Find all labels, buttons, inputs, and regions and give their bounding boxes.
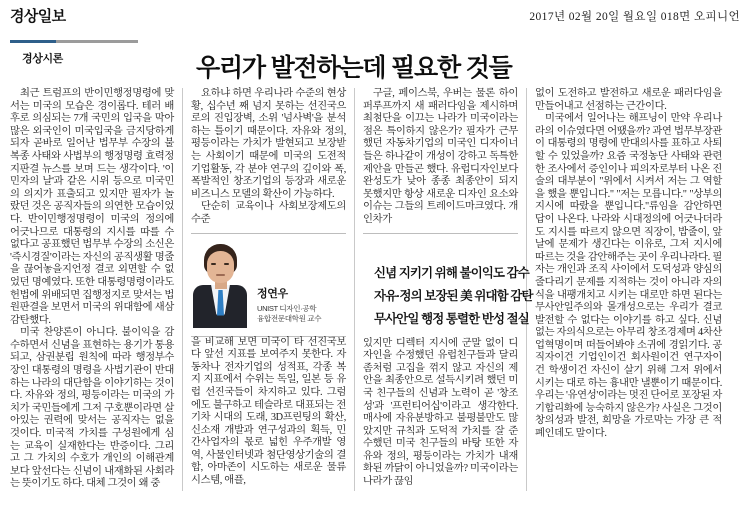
pullquote-line-2: 자유·정의 보장된 美 위대함 감탄 bbox=[374, 289, 533, 303]
pullquote-line-1: 신념 지키기 위해 불이익도 감수 bbox=[374, 266, 529, 280]
article-header bbox=[10, 30, 740, 80]
page-title: 우리가 발전하는데 필요한 것들 bbox=[196, 53, 512, 82]
pullquote bbox=[374, 262, 558, 331]
avatar bbox=[191, 240, 249, 328]
paragraph: 요하냐 하면 우리나라 수준의 현상황, 십수년 째 넘지 못하는 선진국으로의 진입장벽, 소위 '넘사벽'을 분석하는 틀이기 때문이다. 자유와 정의, 평등이라는 가치가 발현되고 보장받는 사회이기 때문에 미국의 도전적 기업활동, 각 분야 연구의 깊이와 폭, 폭발적인 창조기업의 등장과 새로운 비즈니스 모델의 확산이 가능하다. bbox=[191, 88, 346, 200]
paragraph: 을 비교해 보면 미국이 타 선진국보다 앞선 지표를 보여주지 못한다. 자동차나 전자기업의 성적표, 각종 복지 지표에서 수위는 독일, 일본 등 유럽 선진국들이 차지하고 있다. 그럼에도 불구하고 테슬라로 대표되는 전기차 시대의 도래, 3D프린팅의 확산, 신소재 개발과 연구성과의 획득, 민간사업자의 몫로 넓힌 우주개발 영역, 사물인터넷과 첨단영상기술의 결합, 아마존이 시도하는 새로운 물류 시스템, 애플, bbox=[191, 336, 346, 487]
issue-date-line: 2017년 02월 20일 월요일 018면 오피니언 bbox=[529, 11, 740, 23]
section-rule-divider bbox=[10, 40, 138, 43]
paragraph: 구글, 페이스북, 우버는 물론 하이퍼루프까지 새 패러다임을 제시하며 최첨단을 이끄는 나라가 미국이라는 점은 특이하지 않은가? 필자가 근무했던 자동차기업의 미국인 디자이너들은 하나같이 개성이 강하고 독특한 제안을 만들곤 했다. 유럽디자인보다 완성도가 낮아 종종 최종안이 되지 못했지만 항상 새로운 디자인 요소와 이슈는 그들의 트레이드마크였다. 개인차가 bbox=[363, 88, 518, 225]
paragraph: 최근 트럼프의 반이민행정명령에 맞서는 미국의 모습은 경이롭다. 테러 배후로 의심되는 7개 국민의 입국을 막아 많은 외국인이 미국입국을 금지당하게 되자 곧바로 일어난 법무부 수장의 불복종 사태와 사법부의 행정명령 효력정지판결 뉴스를 보며 드는 생각이다. '이민자의 날'과 같은 시위 등으로 미국민의 의지가 표출되고 있지만 필자가 놀랐던 것은 공직자들의 의연한 모습이었다. 반이민행정명령이 미국의 정의에 어긋나므로 대통령의 지시를 따를 수 없다고 공표했던 법무부 수장의 소신은 '즉시경질'이라는 자신의 공직생활 명줄을 끊어놓을지언정 결코 외면할 수 없었던 명예였다. 또한 대통령명령이라도 헌법에 위배되면 집행정지로 맞서는 법원판결을 보면서 미국의 위대함에 새삼 감탄했다. bbox=[10, 88, 174, 326]
portrait-face bbox=[207, 251, 234, 283]
article-column-1 bbox=[10, 88, 182, 491]
section-label: 경상시론 bbox=[22, 53, 63, 65]
author-affiliation-line-1: UNIST 디자인·공학 bbox=[257, 303, 317, 313]
author-byline-box bbox=[191, 233, 346, 337]
portrait-mouth bbox=[216, 274, 225, 276]
author-name: 정연우 bbox=[257, 287, 288, 300]
newspaper-title: 경상일보 bbox=[10, 8, 66, 25]
author-affiliation-line-2: 융합전문대학원 교수 bbox=[257, 313, 322, 323]
portrait-eye-right bbox=[224, 263, 229, 265]
paragraph: 미국 찬양론이 아니다. 불이익을 감수하면서 신념을 표현하는 용기가 통용되고, 삼권분립 원칙에 따라 행정부수장인 대통령의 명령을 사법기관이 반대하는 나라의 대단함을 이야기하는 것이다. 자유와 정의, 평등이라는 미국의 가치가 국민들에게 그저 구호뿐이라면 살아있는 권력에 맞서는 공직자는 없을 것이다. 미국적 가치를 구성원에게 심는 교육이 실재한다는 반증이다. 그리고 그 가치의 수호가 개인의 이해관계보다 앞선다는 신념이 내재화된 사회라는 뜻이기도 하다. 대체 그것이 왜 중 bbox=[10, 327, 174, 490]
paragraph: 없이 도전하고 발전하고 새로운 패러다임을 만들어내고 선점하는 근간이다. bbox=[535, 88, 722, 112]
author-info bbox=[257, 285, 321, 328]
portrait-eye-left bbox=[211, 263, 216, 265]
paragraph: 단순히 교육이나 사회보장제도의 수준 bbox=[191, 201, 346, 225]
article-column-2 bbox=[182, 88, 354, 491]
paragraph: 미국에서 일어나는 해프닝이 만약 우리나라의 이슈였다면 어땠을까? 과연 법무부장관이 대통령의 명령에 반대의사를 표하고 사퇴할 수 있었을까? 요즘 국정농단 사태와 관련한 조사에서 증인이나 피의자로부터 나온 진술의 대부분이 "위에서 시켜서 저는 그 역할을 했을 뿐입니다." "저는 모릅니다." "상부의 지시에 따랐을 뿐입니다."류임을 감안하면 답이 나온다. 나라와 시대정의에 어긋나더라도 지시를 따르지 않으면 직장이, 밥줄이, 앞날에 문제가 생긴다는 이유로, 그저 지시에 따르는 것을 감안해주는 곳이 우리나라다. 필자는 개인과 조직 사이에서 도덕성과 양심의 줄다리기 문제를 지적하는 것이 아니라 자의식을 내팽개치고 시키는 대로만 하면 된다는 무사안일주의와 몰개성으로는 우리가 결코 발전할 수 없다는 이야기를 하고 싶다. 신념없는 자의식으로는 아무리 창조경제며 4차산업혁명이며 떠들어봐야 소귀에 경읽기다. 공직자이건 기업인이건 회사원이건 연구자이건 학생이건 자신이 살기 위해 그저 위에서 시키는 대로 하는 흉내만 낼뿐이기 때문이다. 우리는 '유연성'이라는 멋진 단어로 포장된 자기합리화에 능숙하지 않은가? 사실은 그것이 창의성과 발전, 희망을 가로막는 가장 큰 적폐인데도 말이다. bbox=[535, 113, 722, 440]
pullquote-line-3: 무사안일 행정 통렬한 반성 절실 bbox=[374, 312, 529, 326]
paragraph: 있지만 디렉터 지시에 군말 없이 디자인을 수정했던 유럽친구들과 달리 좀처럼 고집을 꺾지 않고 자신의 제안을 최종안으로 설득시키려 했던 미국 친구들의 신념과 노력이 곧 '창조성'과 '프런티어십'이라고 생각한다. 매사에 자유분방하고 불평불만도 많았지만 규칙과 도덕적 가치를 잘 준수했던 미국 친구들의 바탕 또한 자유와 정의, 평등이라는 가치가 내재화된 까닭이 아니었을까? 미국이라는 나라가 끊임 bbox=[363, 337, 518, 488]
masthead bbox=[10, 0, 740, 30]
